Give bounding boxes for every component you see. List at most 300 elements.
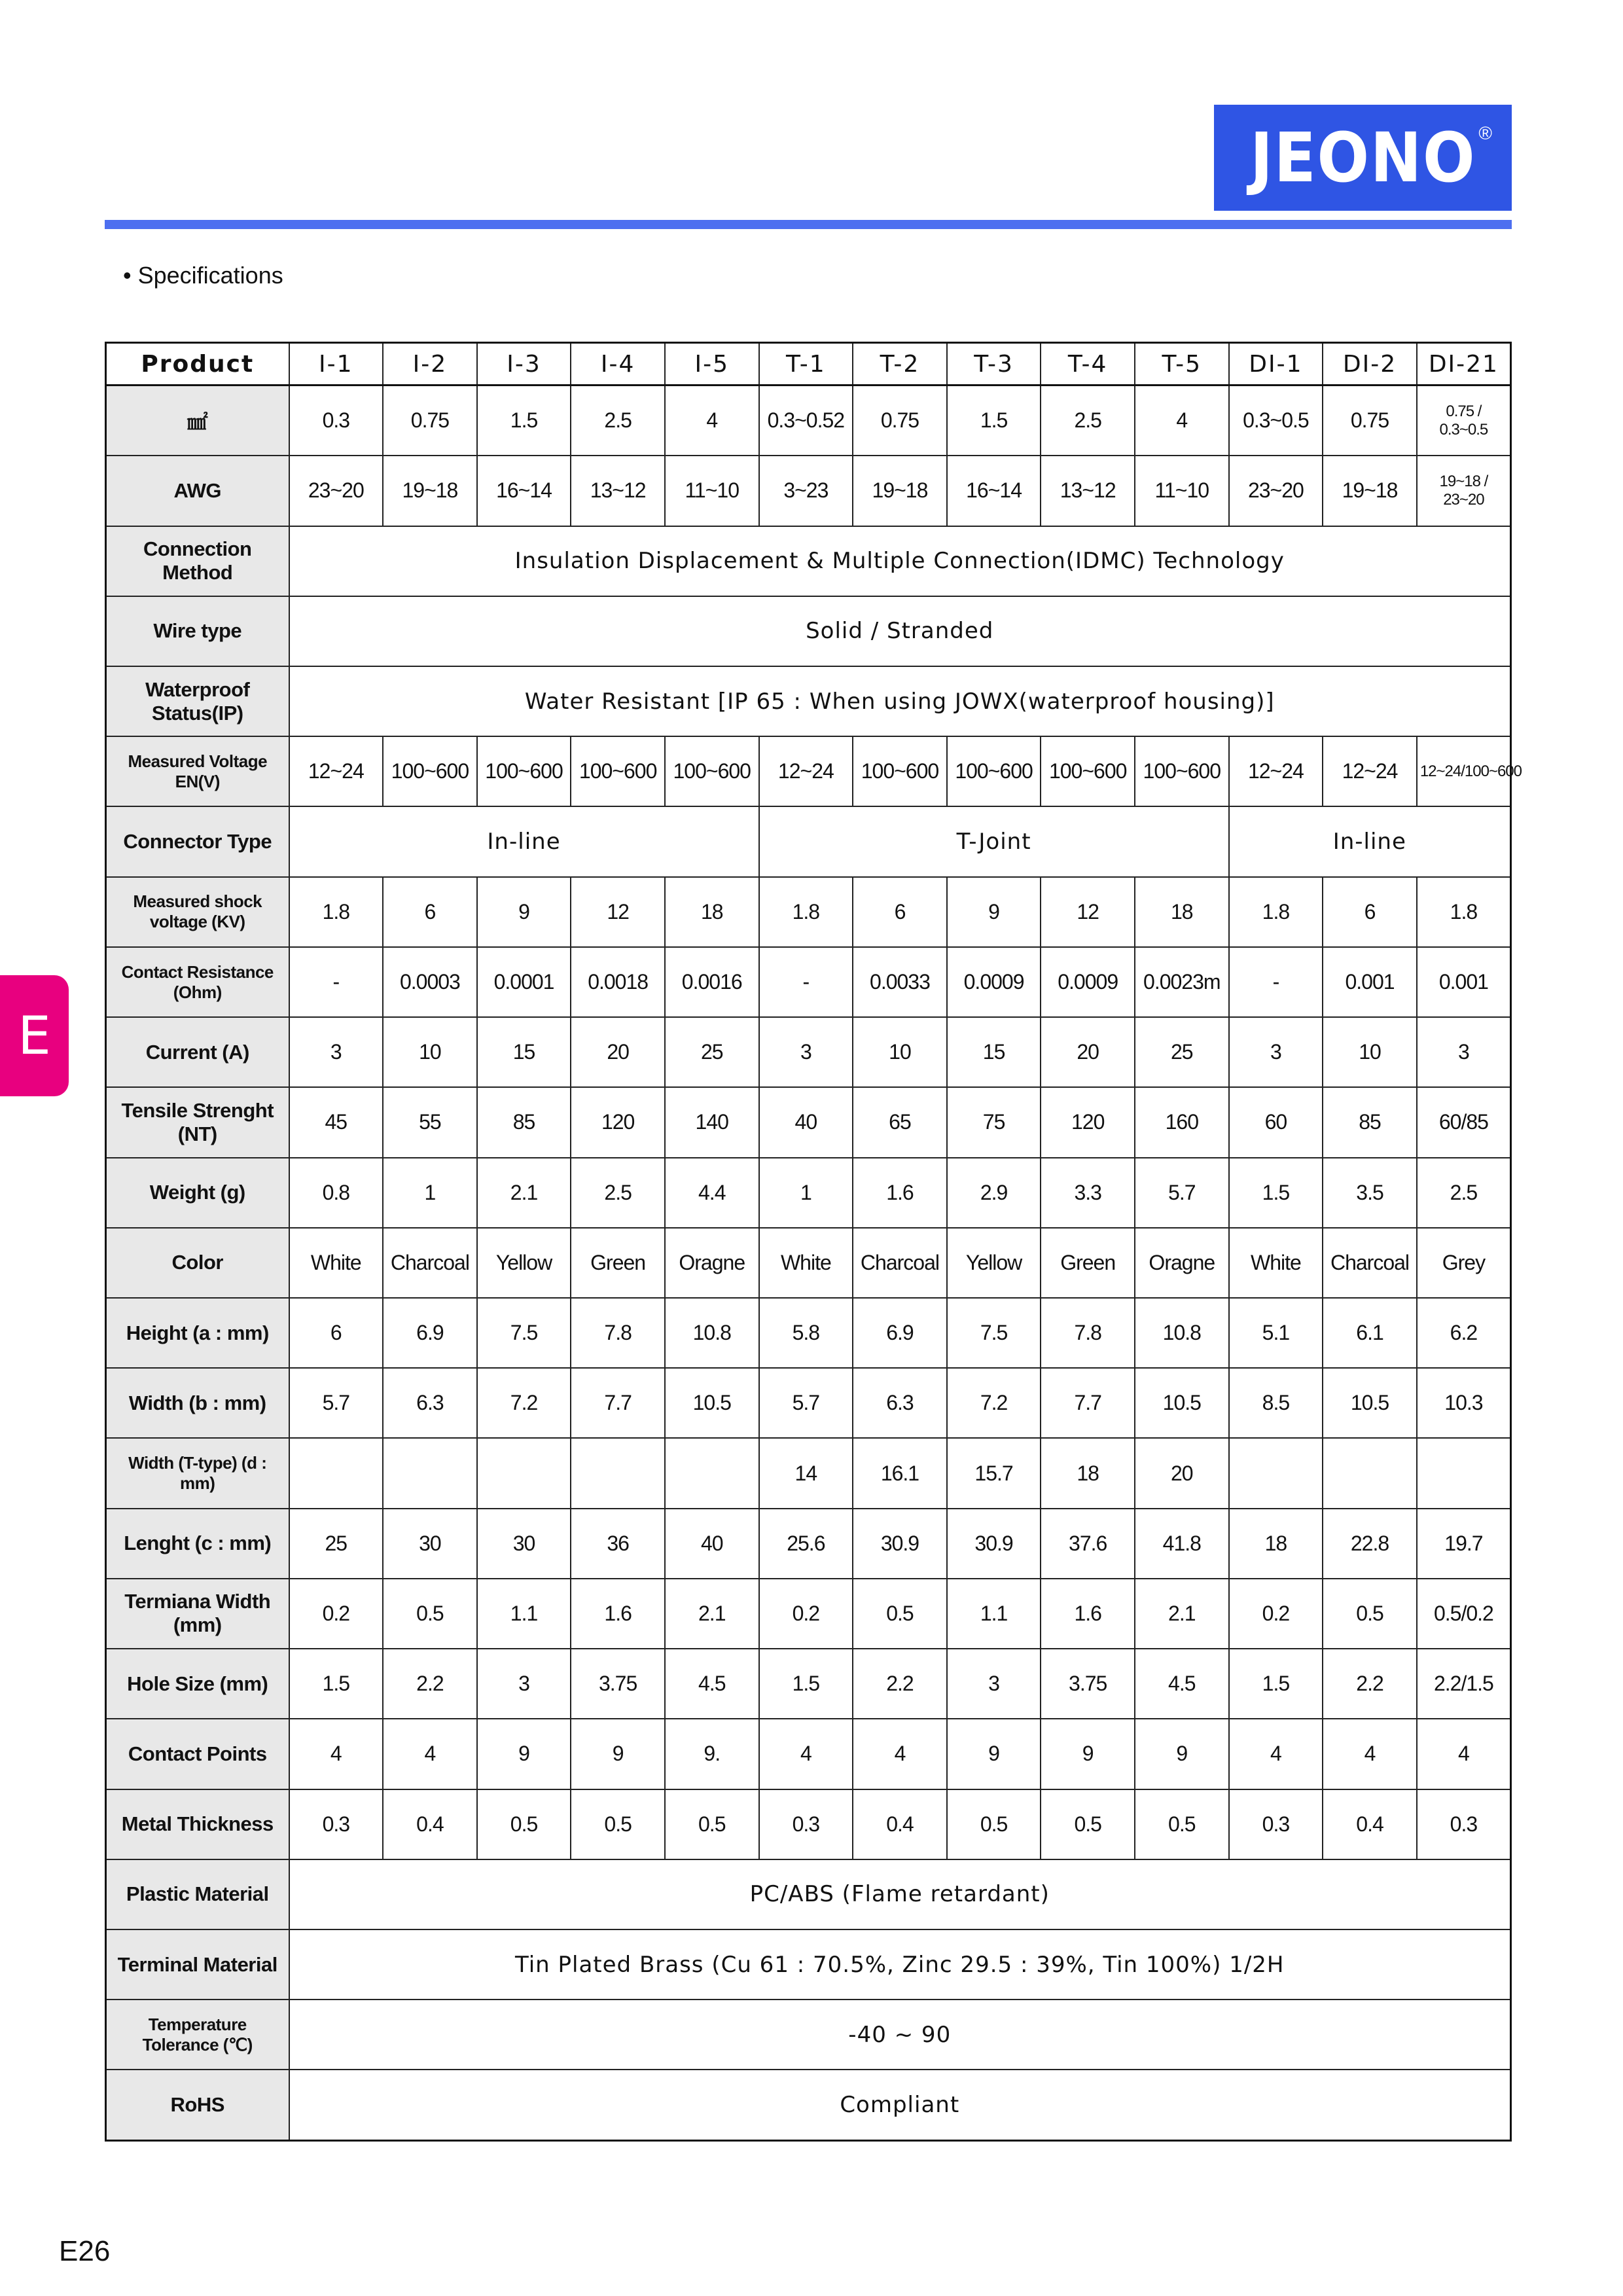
table-cell: 9 xyxy=(947,1719,1041,1789)
table-cell: 0.2 xyxy=(759,1579,853,1649)
table-cell: Green xyxy=(1041,1228,1135,1298)
table-cell: 4.5 xyxy=(665,1649,759,1719)
table-cell: 1.8 xyxy=(1417,877,1511,947)
table-cell: 4 xyxy=(1229,1719,1323,1789)
table-cell: 2.1 xyxy=(665,1579,759,1649)
row-label: Tensile Strenght (NT) xyxy=(106,1087,289,1157)
table-row xyxy=(106,1789,1511,1859)
table-cell: 0.8 xyxy=(289,1158,383,1228)
table-cell: 18 xyxy=(1229,1509,1323,1579)
table-cell: 100~600 xyxy=(1135,736,1229,806)
table-cell: 100~600 xyxy=(477,736,571,806)
row-label: Color xyxy=(106,1228,289,1298)
table-cell: 65 xyxy=(853,1087,947,1157)
table-cell: 10 xyxy=(383,1017,477,1087)
table-cell: 2.2 xyxy=(1323,1649,1417,1719)
table-cell: 4 xyxy=(1417,1719,1511,1789)
table-cell: 6 xyxy=(383,877,477,947)
merged-value-cell: PC/ABS (Flame retardant) xyxy=(289,1859,1511,1929)
table-cell: 20 xyxy=(1135,1438,1229,1508)
table-cell: 23~20 xyxy=(1229,456,1323,526)
header-model: DI-2 xyxy=(1323,343,1417,386)
table-cell: 2.1 xyxy=(477,1158,571,1228)
row-label: Weight (g) xyxy=(106,1158,289,1228)
table-cell: 12~24 xyxy=(1323,736,1417,806)
table-row xyxy=(106,736,1511,806)
table-cell xyxy=(1229,1438,1323,1508)
row-label: Wire type xyxy=(106,596,289,666)
table-cell: - xyxy=(759,947,853,1017)
table-cell: 0.5 xyxy=(477,1789,571,1859)
table-cell: 16~14 xyxy=(477,456,571,526)
table-cell: 0.001 xyxy=(1323,947,1417,1017)
table-cell: 36 xyxy=(571,1509,665,1579)
table-row xyxy=(106,526,1511,596)
table-cell: 6 xyxy=(853,877,947,947)
table-cell: Oragne xyxy=(1135,1228,1229,1298)
table-cell: 85 xyxy=(1323,1087,1417,1157)
row-label: Hole Size (mm) xyxy=(106,1649,289,1719)
table-cell: 30 xyxy=(477,1509,571,1579)
table-cell: 10.5 xyxy=(665,1368,759,1438)
table-cell: Charcoal xyxy=(853,1228,947,1298)
table-cell: 13~12 xyxy=(571,456,665,526)
row-label: Measured Voltage EN(V) xyxy=(106,736,289,806)
table-cell: 9 xyxy=(571,1719,665,1789)
table-cell: 7.2 xyxy=(947,1368,1041,1438)
table-cell: 9. xyxy=(665,1719,759,1789)
table-cell: 1.6 xyxy=(1041,1579,1135,1649)
table-cell: 5.7 xyxy=(289,1368,383,1438)
row-label: Height (a : mm) xyxy=(106,1298,289,1368)
table-cell: 140 xyxy=(665,1087,759,1157)
table-cell: 5.7 xyxy=(1135,1158,1229,1228)
table-cell: 1.5 xyxy=(1229,1649,1323,1719)
merged-value-cell: Insulation Displacement & Multiple Connection(IDMC) Technology xyxy=(289,526,1511,596)
row-label: Plastic Material xyxy=(106,1859,289,1929)
header-model: T-4 xyxy=(1041,343,1135,386)
table-row xyxy=(106,1087,1511,1157)
table-cell: 0.0001 xyxy=(477,947,571,1017)
table-cell: 12 xyxy=(571,877,665,947)
table-cell: 15 xyxy=(477,1017,571,1087)
table-cell: 25.6 xyxy=(759,1509,853,1579)
table-cell xyxy=(1323,1438,1417,1508)
table-cell: 1.5 xyxy=(947,386,1041,456)
table-cell: 3 xyxy=(1417,1017,1511,1087)
header-model: I-3 xyxy=(477,343,571,386)
table-cell: 19~18 xyxy=(853,456,947,526)
table-cell: 6 xyxy=(289,1298,383,1368)
table-cell: Charcoal xyxy=(1323,1228,1417,1298)
table-cell: 16.1 xyxy=(853,1438,947,1508)
row-label: Waterproof Status(IP) xyxy=(106,666,289,736)
header-model: I-5 xyxy=(665,343,759,386)
row-label: Connector Type xyxy=(106,806,289,876)
table-cell: Grey xyxy=(1417,1228,1511,1298)
table-cell: 3~23 xyxy=(759,456,853,526)
table-row xyxy=(106,1719,1511,1789)
header-product: Product xyxy=(106,343,289,386)
table-cell: 4.5 xyxy=(1135,1649,1229,1719)
table-cell: 0.3 xyxy=(289,386,383,456)
table-cell: 23~20 xyxy=(289,456,383,526)
table-cell: 100~600 xyxy=(571,736,665,806)
table-cell: 1.6 xyxy=(571,1579,665,1649)
table-cell xyxy=(477,1438,571,1508)
table-cell: 7.8 xyxy=(571,1298,665,1368)
table-cell: 0.5 xyxy=(383,1579,477,1649)
registered-mark: ® xyxy=(1478,123,1492,143)
table-cell: 100~600 xyxy=(383,736,477,806)
header-model: T-3 xyxy=(947,343,1041,386)
table-cell: White xyxy=(289,1228,383,1298)
table-cell: Yellow xyxy=(477,1228,571,1298)
table-cell: 3.75 xyxy=(571,1649,665,1719)
table-cell: 0.5 xyxy=(1323,1579,1417,1649)
table-row xyxy=(106,1438,1511,1508)
row-label: Current (A) xyxy=(106,1017,289,1087)
table-cell: 11~10 xyxy=(665,456,759,526)
table-cell: 12~24/100~600 xyxy=(1417,736,1511,806)
table-cell: 9 xyxy=(477,1719,571,1789)
table-row xyxy=(106,1368,1511,1438)
table-cell: 85 xyxy=(477,1087,571,1157)
table-row xyxy=(106,1298,1511,1368)
table-cell: 4 xyxy=(1135,386,1229,456)
table-cell: 0.2 xyxy=(289,1579,383,1649)
merged-value-cell: Tin Plated Brass (Cu 61 : 70.5%, Zinc 29.5 : 39%, Tin 100%) 1/2H xyxy=(289,1929,1511,2000)
table-cell: 18 xyxy=(665,877,759,947)
row-label: Terminal Material xyxy=(106,1929,289,2000)
header-model: DI-1 xyxy=(1229,343,1323,386)
table-cell: 0.3 xyxy=(289,1789,383,1859)
table-cell: Yellow xyxy=(947,1228,1041,1298)
table-cell: 75 xyxy=(947,1087,1041,1157)
table-cell xyxy=(665,1438,759,1508)
table-cell: 2.5 xyxy=(1041,386,1135,456)
table-cell: 4 xyxy=(289,1719,383,1789)
table-cell: 4 xyxy=(853,1719,947,1789)
table-row xyxy=(106,666,1511,736)
table-cell: 12~24 xyxy=(289,736,383,806)
table-cell: 0.0016 xyxy=(665,947,759,1017)
table-row xyxy=(106,877,1511,947)
table-cell: 3 xyxy=(947,1649,1041,1719)
table-cell: 0.3~0.52 xyxy=(759,386,853,456)
table-cell: 15 xyxy=(947,1017,1041,1087)
table-cell: 19~18 xyxy=(383,456,477,526)
table-cell: 2.1 xyxy=(1135,1579,1229,1649)
table-cell: 14 xyxy=(759,1438,853,1508)
table-cell: 2.2 xyxy=(853,1649,947,1719)
table-cell: 1.5 xyxy=(477,386,571,456)
table-cell: 19.7 xyxy=(1417,1509,1511,1579)
table-cell: 3 xyxy=(1229,1017,1323,1087)
table-cell: 5.1 xyxy=(1229,1298,1323,1368)
table-cell: 12 xyxy=(1041,877,1135,947)
row-label: AWG xyxy=(106,456,289,526)
table-cell: 60/85 xyxy=(1417,1087,1511,1157)
section-tab-e[interactable]: E xyxy=(0,975,69,1096)
table-cell: - xyxy=(1229,947,1323,1017)
table-cell: 9 xyxy=(947,877,1041,947)
table-cell: 37.6 xyxy=(1041,1509,1135,1579)
table-cell: 25 xyxy=(1135,1017,1229,1087)
table-cell: 1.8 xyxy=(289,877,383,947)
table-cell: 0.5/0.2 xyxy=(1417,1579,1511,1649)
table-row xyxy=(106,1228,1511,1298)
table-cell: 2.2/1.5 xyxy=(1417,1649,1511,1719)
merged-value-cell: Compliant xyxy=(289,2070,1511,2140)
brand-name: JEONO xyxy=(1249,118,1476,198)
table-cell: 1 xyxy=(383,1158,477,1228)
table-row xyxy=(106,1929,1511,2000)
table-cell: 2.9 xyxy=(947,1158,1041,1228)
merged-value-cell: Solid / Stranded xyxy=(289,596,1511,666)
table-cell: 6.3 xyxy=(383,1368,477,1438)
table-cell: 20 xyxy=(571,1017,665,1087)
table-cell: 0.5 xyxy=(1135,1789,1229,1859)
table-cell: 0.5 xyxy=(947,1789,1041,1859)
table-cell: 100~600 xyxy=(1041,736,1135,806)
brand-logo xyxy=(1214,105,1512,211)
table-cell: 0.0003 xyxy=(383,947,477,1017)
table-cell: Charcoal xyxy=(383,1228,477,1298)
table-cell: 22.8 xyxy=(1323,1509,1417,1579)
table-cell: 1.1 xyxy=(947,1579,1041,1649)
table-cell: 0.4 xyxy=(1323,1789,1417,1859)
specifications-table xyxy=(105,342,1522,2142)
row-label: Termiana Width (mm) xyxy=(106,1579,289,1649)
table-cell: 1.6 xyxy=(853,1158,947,1228)
table-cell: 10 xyxy=(853,1017,947,1087)
merged-value-cell: -40 ~ 90 xyxy=(289,2000,1511,2070)
table-cell: 1.1 xyxy=(477,1579,571,1649)
table-cell: 4 xyxy=(383,1719,477,1789)
table-cell: 6.9 xyxy=(383,1298,477,1368)
table-cell: 11~10 xyxy=(1135,456,1229,526)
table-cell: 60 xyxy=(1229,1087,1323,1157)
table-cell: 2.5 xyxy=(571,386,665,456)
table-cell: 18 xyxy=(1041,1438,1135,1508)
row-label: Contact Points xyxy=(106,1719,289,1789)
section-title: • Specifications xyxy=(123,262,283,289)
table-cell: 1.8 xyxy=(759,877,853,947)
table-cell: 3.5 xyxy=(1323,1158,1417,1228)
header-model: T-5 xyxy=(1135,343,1229,386)
table-cell: 55 xyxy=(383,1087,477,1157)
table-cell: 2.5 xyxy=(571,1158,665,1228)
table-cell: 0.75 xyxy=(853,386,947,456)
table-cell: 41.8 xyxy=(1135,1509,1229,1579)
table-cell: 3.3 xyxy=(1041,1158,1135,1228)
table-cell: 1 xyxy=(759,1158,853,1228)
row-label: Contact Resistance (Ohm) xyxy=(106,947,289,1017)
table-row xyxy=(106,596,1511,666)
table-cell: 0.5 xyxy=(853,1579,947,1649)
table-row xyxy=(106,1649,1511,1719)
table-cell: 0.3 xyxy=(1417,1789,1511,1859)
table-cell: 19~18 / 23~20 xyxy=(1417,456,1511,526)
table-cell: 0.5 xyxy=(1041,1789,1135,1859)
table-cell xyxy=(1417,1438,1511,1508)
table-cell: 10.8 xyxy=(665,1298,759,1368)
table-cell: 10.8 xyxy=(1135,1298,1229,1368)
header-rule xyxy=(105,220,1512,229)
table-row xyxy=(106,2070,1511,2140)
table-cell: 16~14 xyxy=(947,456,1041,526)
table-cell: White xyxy=(1229,1228,1323,1298)
table-cell: 18 xyxy=(1135,877,1229,947)
table-row xyxy=(106,806,1511,876)
table-cell: 0.0033 xyxy=(853,947,947,1017)
table-row xyxy=(106,1509,1511,1579)
table-cell: 0.0009 xyxy=(947,947,1041,1017)
table-cell: 0.5 xyxy=(665,1789,759,1859)
table-cell: 15.7 xyxy=(947,1438,1041,1508)
row-label: RoHS xyxy=(106,2070,289,2140)
table-row xyxy=(106,1017,1511,1087)
table-cell xyxy=(383,1438,477,1508)
connector-type-group: In-line xyxy=(289,806,759,876)
page-number: E26 xyxy=(59,2235,111,2267)
table-cell: 2.5 xyxy=(1417,1158,1511,1228)
row-label: Width (b : mm) xyxy=(106,1368,289,1438)
merged-value-cell: Water Resistant [IP 65 : When using JOWX(waterproof housing)] xyxy=(289,666,1511,736)
table-row xyxy=(106,1158,1511,1228)
row-label: Width (T-type) (d : mm) xyxy=(106,1438,289,1508)
table-cell: 12~24 xyxy=(759,736,853,806)
row-label: Connection Method xyxy=(106,526,289,596)
table-cell: 10 xyxy=(1323,1017,1417,1087)
table-cell: 10.5 xyxy=(1323,1368,1417,1438)
table-row xyxy=(106,386,1511,456)
table-cell: 12~24 xyxy=(1229,736,1323,806)
table-cell: 20 xyxy=(1041,1017,1135,1087)
table-cell: 2.2 xyxy=(383,1649,477,1719)
row-label: Metal Thickness xyxy=(106,1789,289,1859)
table-cell: 7.5 xyxy=(477,1298,571,1368)
header-model: I-4 xyxy=(571,343,665,386)
table-cell: 0.5 xyxy=(571,1789,665,1859)
table-cell: 120 xyxy=(571,1087,665,1157)
table-cell: White xyxy=(759,1228,853,1298)
header-model: T-1 xyxy=(759,343,853,386)
connector-type-group: In-line xyxy=(1229,806,1511,876)
table-cell: 40 xyxy=(759,1087,853,1157)
table-cell: 6.9 xyxy=(853,1298,947,1368)
table-cell: 100~600 xyxy=(947,736,1041,806)
row-label: Measured shock voltage (KV) xyxy=(106,877,289,947)
table-cell: 1.5 xyxy=(759,1649,853,1719)
table-cell: 7.5 xyxy=(947,1298,1041,1368)
table-cell: 10.5 xyxy=(1135,1368,1229,1438)
table-cell: 0.001 xyxy=(1417,947,1511,1017)
row-label: ㎟ xyxy=(106,386,289,456)
table-cell: 0.3 xyxy=(759,1789,853,1859)
header-model: T-2 xyxy=(853,343,947,386)
table-cell: 9 xyxy=(1135,1719,1229,1789)
table-cell xyxy=(571,1438,665,1508)
table-cell: 160 xyxy=(1135,1087,1229,1157)
table-cell: 4 xyxy=(1323,1719,1417,1789)
table-cell: 6.1 xyxy=(1323,1298,1417,1368)
table-cell xyxy=(289,1438,383,1508)
table-cell: 6.2 xyxy=(1417,1298,1511,1368)
table-row xyxy=(106,2000,1511,2070)
table-cell: 9 xyxy=(1041,1719,1135,1789)
table-cell: 6 xyxy=(1323,877,1417,947)
table-cell: 0.75 xyxy=(1323,386,1417,456)
table-cell: 1.5 xyxy=(289,1649,383,1719)
table-cell: 1.5 xyxy=(1229,1158,1323,1228)
table-cell: 25 xyxy=(665,1017,759,1087)
table-row xyxy=(106,1859,1511,1929)
table-cell: 30.9 xyxy=(853,1509,947,1579)
table-cell: 3 xyxy=(477,1649,571,1719)
table-cell: 30 xyxy=(383,1509,477,1579)
table-cell: 45 xyxy=(289,1087,383,1157)
table-cell: 4 xyxy=(759,1719,853,1789)
table-cell: 100~600 xyxy=(665,736,759,806)
table-cell: 9 xyxy=(477,877,571,947)
header-model: I-2 xyxy=(383,343,477,386)
table-cell: 0.2 xyxy=(1229,1579,1323,1649)
table-row xyxy=(106,947,1511,1017)
table-cell: 0.75 xyxy=(383,386,477,456)
table-cell: 0.3 xyxy=(1229,1789,1323,1859)
table-cell: 8.5 xyxy=(1229,1368,1323,1438)
table-cell: 30.9 xyxy=(947,1509,1041,1579)
table-cell: 25 xyxy=(289,1509,383,1579)
table-cell: 7.7 xyxy=(1041,1368,1135,1438)
table-cell: 19~18 xyxy=(1323,456,1417,526)
table-cell: 40 xyxy=(665,1509,759,1579)
table-cell: 0.0009 xyxy=(1041,947,1135,1017)
table-cell: 10.3 xyxy=(1417,1368,1511,1438)
table-cell: 13~12 xyxy=(1041,456,1135,526)
header-model: I-1 xyxy=(289,343,383,386)
table-cell: 120 xyxy=(1041,1087,1135,1157)
table-cell: 5.8 xyxy=(759,1298,853,1368)
table-cell: 7.8 xyxy=(1041,1298,1135,1368)
table-cell: 7.2 xyxy=(477,1368,571,1438)
connector-type-group: T-Joint xyxy=(759,806,1229,876)
row-label: Lenght (c : mm) xyxy=(106,1509,289,1579)
table-row xyxy=(106,456,1511,526)
table-cell: 6.3 xyxy=(853,1368,947,1438)
table-cell: Oragne xyxy=(665,1228,759,1298)
table-cell: 0.4 xyxy=(383,1789,477,1859)
table-cell: 3.75 xyxy=(1041,1649,1135,1719)
table-cell: 7.7 xyxy=(571,1368,665,1438)
table-cell: 0.4 xyxy=(853,1789,947,1859)
table-cell: 0.0023m xyxy=(1135,947,1229,1017)
table-cell: 3 xyxy=(289,1017,383,1087)
table-cell: 4 xyxy=(665,386,759,456)
table-cell: 0.3~0.5 xyxy=(1229,386,1323,456)
row-label: Temperature Tolerance (℃) xyxy=(106,2000,289,2070)
table-cell: 4.4 xyxy=(665,1158,759,1228)
table-cell: 100~600 xyxy=(853,736,947,806)
table-cell: 5.7 xyxy=(759,1368,853,1438)
header-model: DI-21 xyxy=(1417,343,1511,386)
table-cell: 0.75 / 0.3~0.5 xyxy=(1417,386,1511,456)
table-row xyxy=(106,1579,1511,1649)
table-cell: 1.8 xyxy=(1229,877,1323,947)
table-cell: Green xyxy=(571,1228,665,1298)
